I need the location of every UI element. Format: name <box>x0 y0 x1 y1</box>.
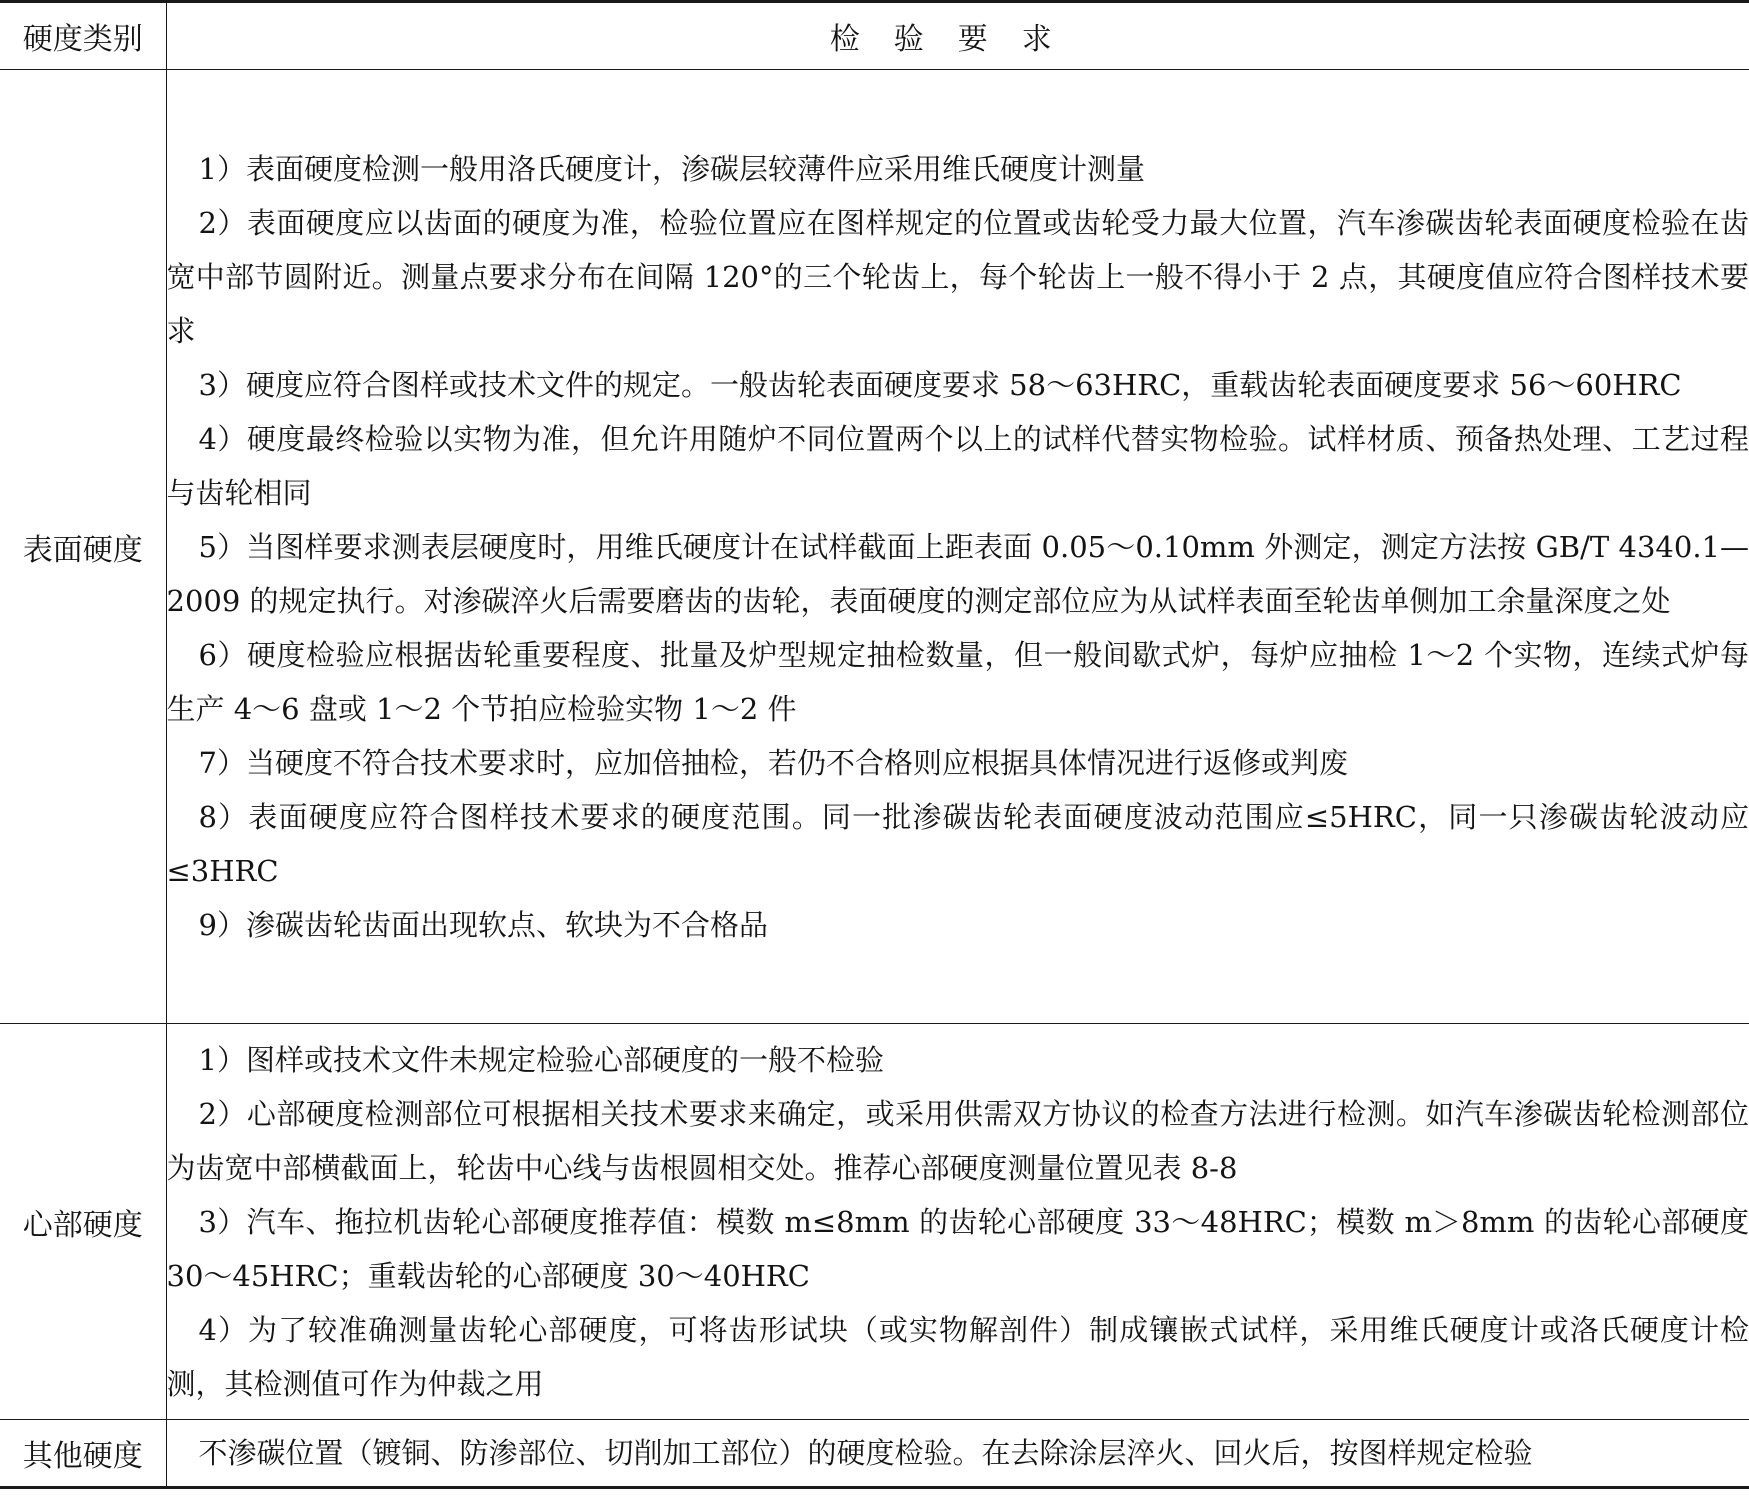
header-hardness-category: 硬度类别 <box>0 2 166 70</box>
list-item: 4）硬度最终检验以实物为准，但允许用随炉不同位置两个以上的试样代替实物检验。试样材质、预备热处理、工艺过程与齿轮相同 <box>166 421 1749 510</box>
list-item: 8）表面硬度应符合图样技术要求的硬度范围。同一批渗碳齿轮表面硬度波动范围应≤5HRC，同一只渗碳齿轮波动应≤3HRC <box>166 799 1749 888</box>
list-item: 1）表面硬度检测一般用洛氏硬度计，渗碳层较薄件应采用维氏硬度计测量 <box>198 151 1145 186</box>
requirements-surface-hardness <box>166 70 1749 1024</box>
list-item: 2）表面硬度应以齿面的硬度为准，检验位置应在图样规定的位置或齿轮受力最大位置，汽车渗碳齿轮表面硬度检验在齿宽中部节圆附近。测量点要求分布在间隔 120°的三个轮齿上，每个轮齿上一般不得小于 2 点，其硬度值应符合图样技术要求 <box>166 205 1749 348</box>
list-item: 7）当硬度不符合技术要求时，应加倍抽检，若仍不合格则应根据具体情况进行返修或判废 <box>198 745 1348 780</box>
list-item: 6）硬度检验应根据齿轮重要程度、批量及炉型规定抽检数量，但一般间歇式炉，每炉应抽检 1～2 个实物，连续式炉每生产 4～6 盘或 1～2 个节拍应检验实物 1～2 件 <box>166 637 1749 726</box>
list-item: 3）硬度应符合图样或技术文件的规定。一般齿轮表面硬度要求 58～63HRC，重载齿轮表面硬度要求 56～60HRC <box>198 367 1682 402</box>
list-item: 5）当图样要求测表层硬度时，用维氏硬度计在试样截面上距表面 0.05～0.10mm 外测定，测定方法按 GB/T 4340.1—2009 的规定执行。对渗碳淬火后需要磨齿的齿轮，表面硬度的测定部位应为从试样表面至轮齿单侧加工余量深度之处 <box>166 529 1749 618</box>
table-row-core-hardness <box>0 1024 1749 1420</box>
table-header-row <box>0 2 1749 70</box>
requirements-core-hardness <box>166 1024 1749 1420</box>
header-inspection-requirement: 检验要求 <box>166 2 1749 70</box>
list-item: 2）心部硬度检测部位可根据相关技术要求来确定，或采用供需双方协议的检查方法进行检测。如汽车渗碳齿轮检测部位为齿宽中部横截面上，轮齿中心线与齿根圆相交处。推荐心部硬度测量位置见表 8-8 <box>166 1096 1749 1185</box>
list-item: 4）为了较准确测量齿轮心部硬度，可将齿形试块（或实物解剖件）制成镶嵌式试样，采用维氏硬度计或洛氏硬度计检测，其检测值可作为仲裁之用 <box>166 1312 1749 1401</box>
list-item: 1）图样或技术文件未规定检验心部硬度的一般不检验 <box>198 1042 884 1077</box>
list-item: 3）汽车、拖拉机齿轮心部硬度推荐值：模数 m≤8mm 的齿轮心部硬度 33～48HRC；模数 m＞8mm 的齿轮心部硬度 30～45HRC；重载齿轮的心部硬度 30～40HRC <box>166 1204 1749 1293</box>
table-row-surface-hardness <box>0 70 1749 1024</box>
category-other-hardness: 其他硬度 <box>0 1420 166 1488</box>
table-row-other-hardness <box>0 1420 1749 1488</box>
category-core-hardness: 心部硬度 <box>0 1024 166 1420</box>
list-item: 9）渗碳齿轮齿面出现软点、软块为不合格品 <box>198 907 768 942</box>
category-surface-hardness: 表面硬度 <box>0 70 166 1024</box>
requirements-other-hardness: 不渗碳位置（镀铜、防渗部位、切削加工部位）的硬度检验。在去除涂层淬火、回火后，按图样规定检验 <box>166 1420 1749 1488</box>
